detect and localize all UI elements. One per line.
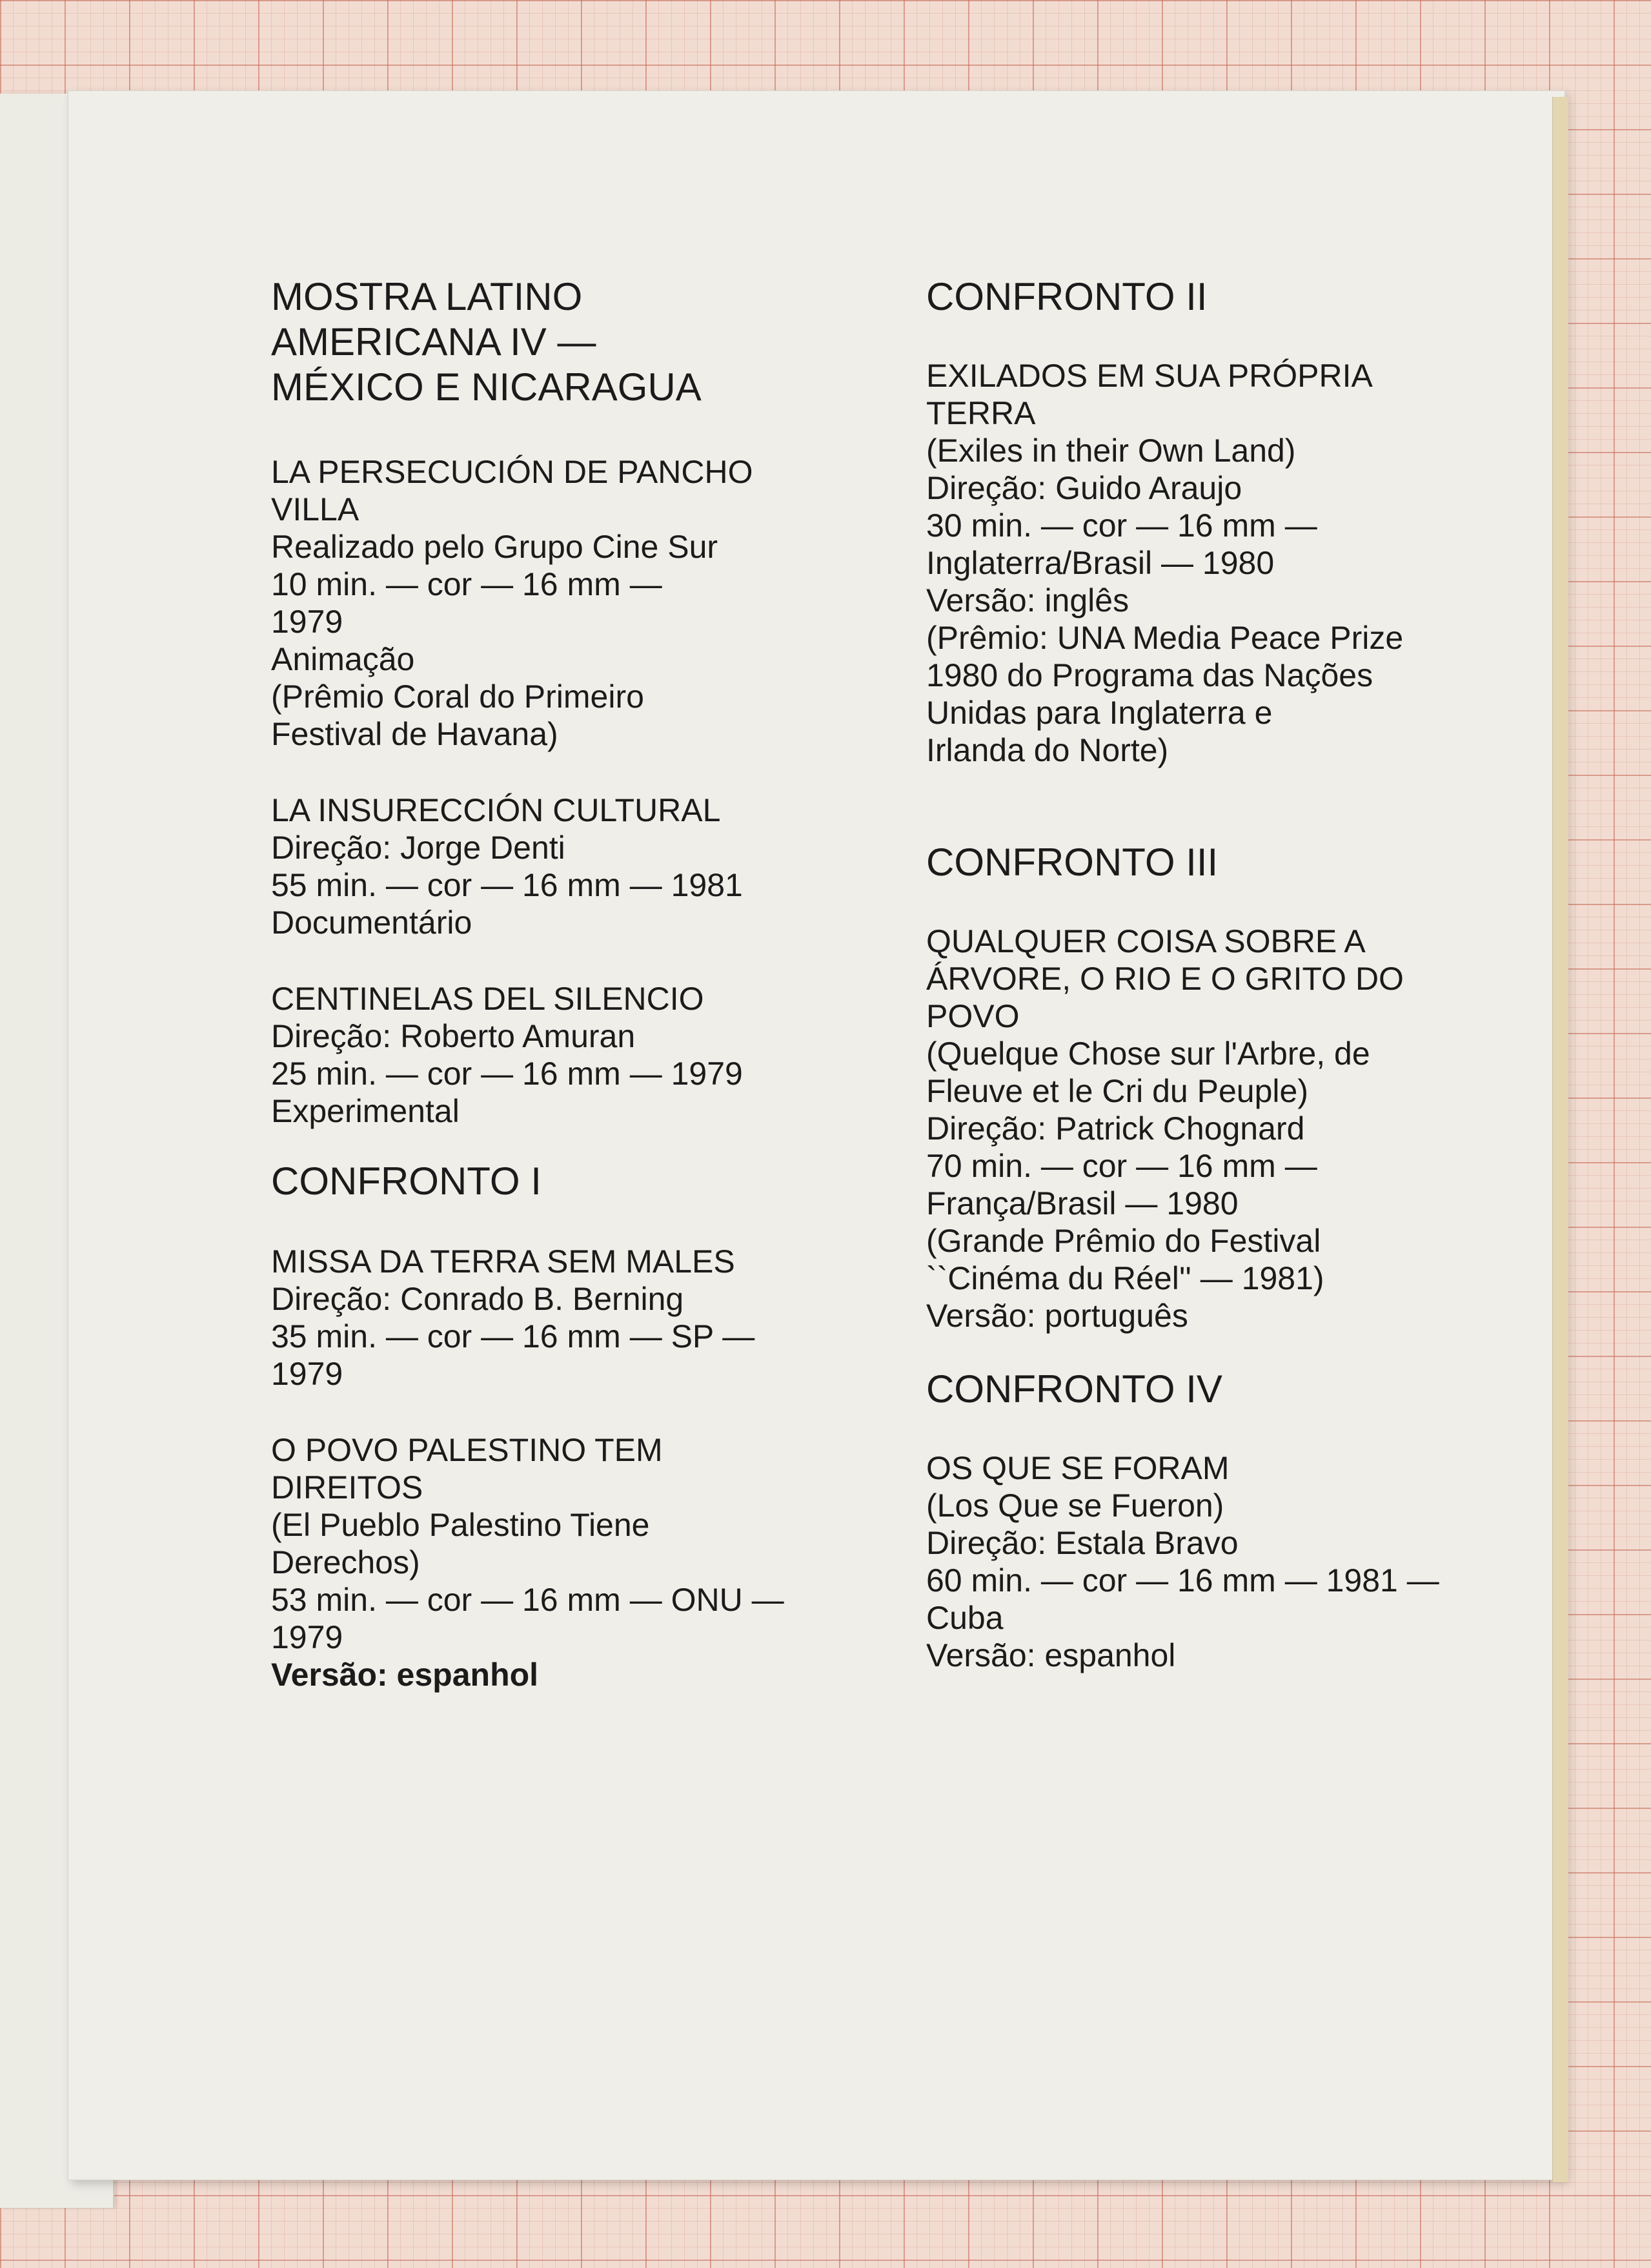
film-award: Unidas para Inglaterra e [926, 695, 1273, 731]
film-genre: Animação [271, 641, 415, 677]
film-title: MISSA DA TERRA SEM MALES [271, 1243, 735, 1280]
film-specs: 25 min. — cor — 16 mm — 1979 [271, 1056, 743, 1092]
film-director: Direção: Roberto Amuran [271, 1018, 636, 1054]
film-entry-missa-terra [271, 1243, 878, 1393]
right-column [926, 274, 1507, 1674]
film-title: OS QUE SE FORAM [926, 1450, 1230, 1486]
film-award: (Prêmio Coral do Primeiro [271, 679, 644, 715]
film-title: VILLA [271, 491, 360, 527]
film-title: POVO [926, 998, 1020, 1034]
film-title: ÁRVORE, O RIO E O GRITO DO [926, 961, 1404, 997]
film-director: Direção: Conrado B. Berning [271, 1281, 684, 1317]
film-version: Versão: português [926, 1298, 1188, 1334]
film-director: Direção: Patrick Chognard [926, 1110, 1305, 1147]
film-specs: 53 min. — cor — 16 mm — ONU — [271, 1582, 784, 1618]
film-title: LA PERSECUCIÓN DE PANCHO [271, 454, 753, 490]
film-entry-insureccion-cultural [271, 792, 878, 941]
program-title: MOSTRA LATINO AMERICANA IV — MÉXICO E NICARAGUA [271, 275, 702, 409]
film-specs: 55 min. — cor — 16 mm — 1981 [271, 867, 743, 903]
film-entry-qualquer-coisa [926, 923, 1507, 1334]
film-year: 1979 [271, 604, 343, 640]
film-specs: 70 min. — cor — 16 mm — [926, 1148, 1317, 1184]
film-genre: Documentário [271, 904, 472, 941]
film-award: ``Cinéma du Réel'' — 1981) [926, 1260, 1324, 1296]
film-entry-exilados [926, 357, 1507, 769]
film-director: Direção: Estala Bravo [926, 1525, 1239, 1561]
film-director: Direção: Jorge Denti [271, 830, 565, 866]
film-original-title: (El Pueblo Palestino Tiene [271, 1507, 650, 1543]
film-specs: Inglaterra/Brasil — 1980 [926, 545, 1275, 581]
film-year: 1979 [271, 1619, 343, 1655]
film-title: DIREITOS [271, 1469, 423, 1506]
film-version: Versão: inglês [926, 582, 1129, 618]
page-stack-edge [1552, 97, 1568, 2182]
film-title: QUALQUER COISA SOBRE A [926, 923, 1366, 959]
left-column [271, 274, 878, 1693]
film-specs: 35 min. — cor — 16 mm — SP — [271, 1318, 755, 1354]
film-director: Direção: Guido Araujo [926, 470, 1242, 506]
film-entry-os-que-se-foram [926, 1449, 1507, 1674]
film-original-title: (Quelque Chose sur l'Arbre, de [926, 1036, 1370, 1072]
film-specs: 10 min. — cor — 16 mm — [271, 566, 662, 602]
film-original-title: Derechos) [271, 1544, 420, 1580]
film-specs: 30 min. — cor — 16 mm — [926, 507, 1317, 544]
film-specs: França/Brasil — 1980 [926, 1185, 1239, 1221]
film-original-title: Fleuve et le Cri du Peuple) [926, 1073, 1308, 1109]
section-heading-confronto-iii: CONFRONTO III [926, 841, 1219, 884]
film-award: Festival de Havana) [271, 716, 558, 752]
film-year: 1979 [271, 1356, 343, 1392]
film-version: Versão: espanhol [271, 1657, 539, 1693]
film-title: TERRA [926, 395, 1036, 431]
film-award: (Grande Prêmio do Festival [926, 1223, 1321, 1259]
film-country: Cuba [926, 1600, 1004, 1636]
film-title: LA INSURECCIÓN CULTURAL [271, 792, 721, 828]
section-heading-confronto-i: CONFRONTO I [271, 1160, 542, 1203]
film-title: EXILADOS EM SUA PRÓPRIA [926, 358, 1373, 394]
film-original-title: (Exiles in their Own Land) [926, 433, 1296, 469]
film-version: Versão: espanhol [926, 1637, 1176, 1673]
film-credit: Realizado pelo Grupo Cine Sur [271, 529, 718, 565]
film-title: CENTINELAS DEL SILENCIO [271, 981, 704, 1017]
film-entry-povo-palestino [271, 1431, 878, 1693]
section-heading-confronto-ii: CONFRONTO II [926, 275, 1208, 318]
film-award: 1980 do Programa das Nações [926, 657, 1373, 693]
film-entry-centinelas [271, 980, 878, 1130]
section-heading-confronto-iv: CONFRONTO IV [926, 1367, 1222, 1411]
film-specs: 60 min. — cor — 16 mm — 1981 — [926, 1562, 1439, 1599]
film-award: (Prêmio: UNA Media Peace Prize [926, 620, 1404, 656]
film-entry-pancho-villa [271, 453, 878, 753]
film-award: Irlanda do Norte) [926, 732, 1169, 768]
film-genre: Experimental [271, 1093, 460, 1129]
film-title: O POVO PALESTINO TEM [271, 1432, 663, 1468]
film-original-title: (Los Que se Fueron) [926, 1487, 1224, 1524]
